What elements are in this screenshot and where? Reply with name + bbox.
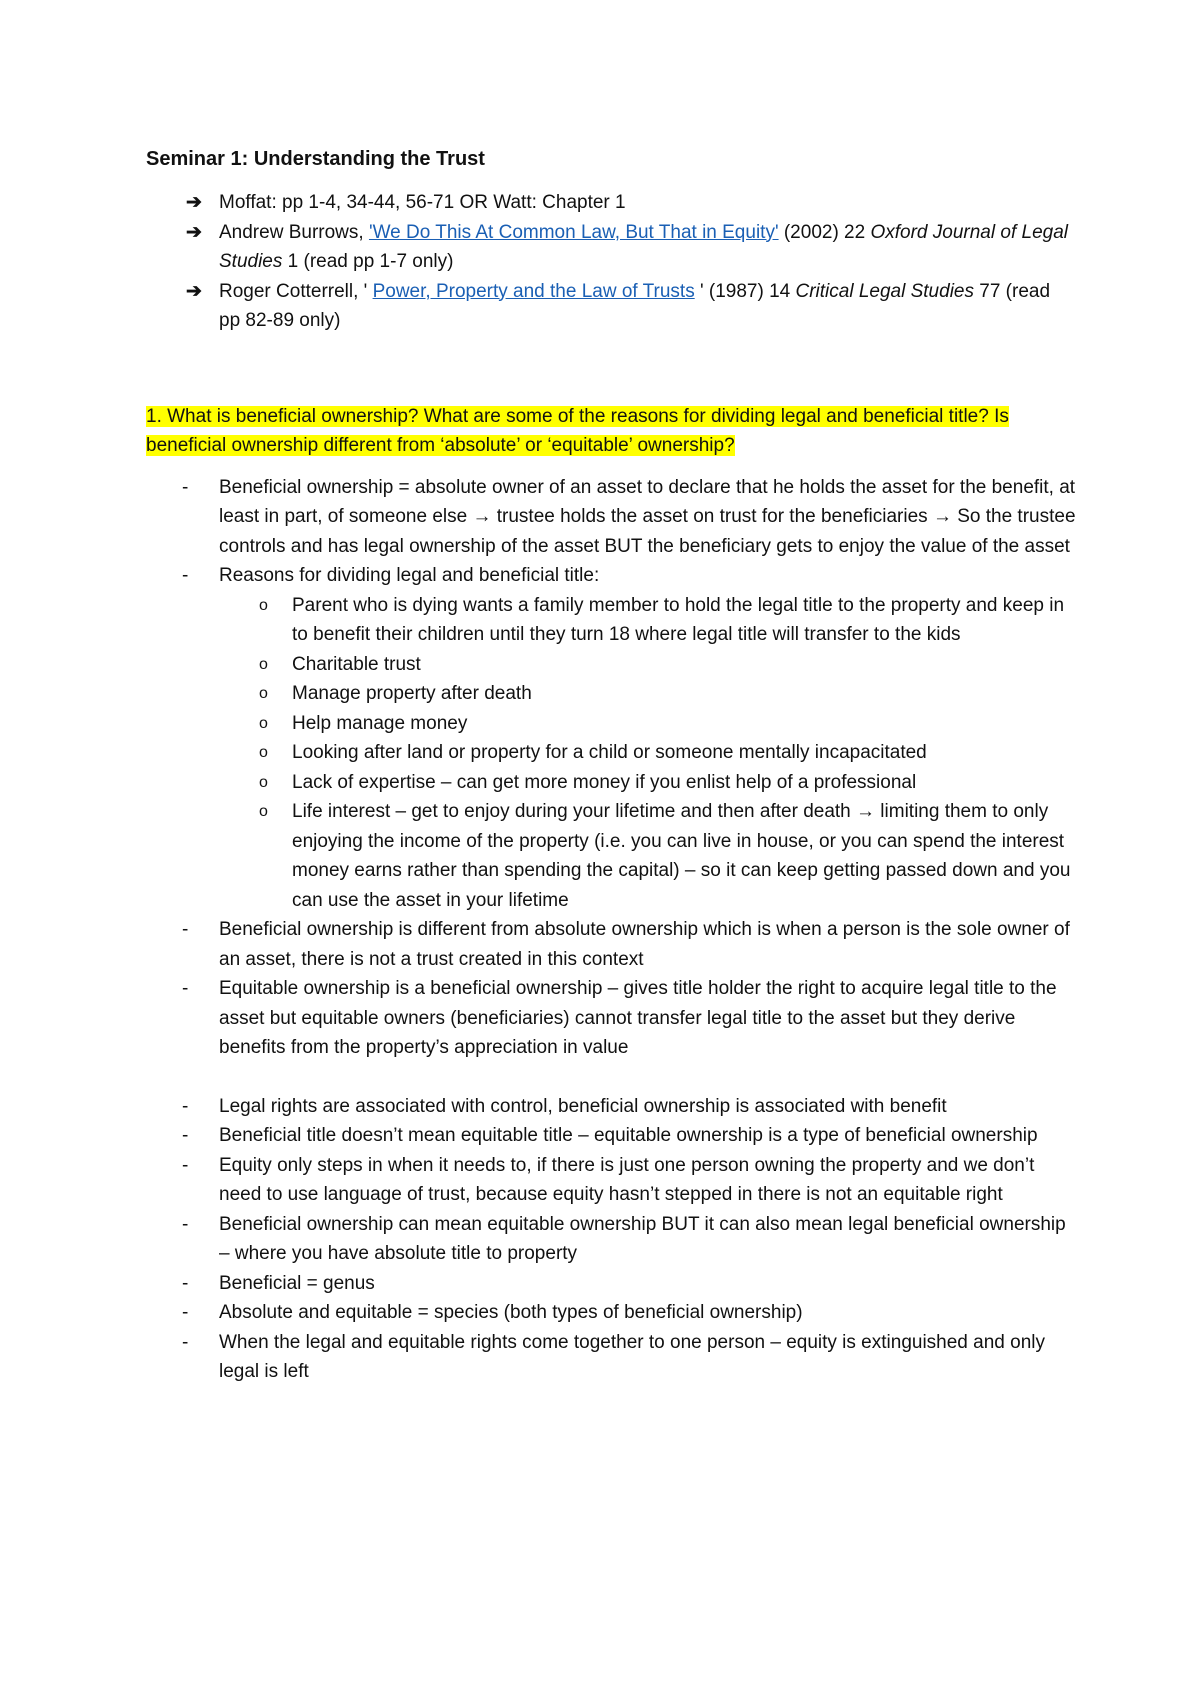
answer-list-continued: [146, 1092, 1076, 1387]
dash-marker: -: [182, 978, 189, 999]
circle-bullet-icon: o: [259, 685, 268, 702]
reading-item: ➔ Roger Cotterrell, ' Power, Property and the Law of Trusts ' (1987) 14 Critical Legal Studies 77 (read pp 82-89 only): [146, 277, 1076, 336]
reading-item: ➔ Andrew Burrows, 'We Do This At Common Law, But That in Equity' (2002) 22 Oxford Journal of Legal Studies 1 (read pp 1-7 only): [146, 218, 1076, 277]
list-item: - Reasons for dividing legal and beneficial title: o Parent who is dying wants a family member to hold the legal title to the property and keep in to benefit their children until they turn 18 where legal title will transfer to the kids o Charitable trust o Manage property after death o Help manage money o Looking after land or property for a child or someone mentally incapacitated o Lack of expertise – can get more money if you enlist help of a professional o Life interest – get to enjoy during your lifetime and then after death → limiting them to only enjoying the income of the property (i.e. you can live in house, or you can spend the interest money earns rather than spending the capital) – so it can keep getting passed down and you can use the asset in your lifetime: [146, 561, 1076, 915]
dash-marker: -: [182, 1213, 189, 1235]
circle-bullet-icon: o: [259, 803, 268, 820]
circle-bullet-icon: o: [259, 773, 268, 791]
dash-marker: -: [182, 1095, 189, 1117]
list-item: o Life interest – get to enjoy during your lifetime and then after death → limiting them to only enjoying the income of the property (i.e. you can live in house, or you can spend the interest money earns rather than spending the capital) – so it can keep getting passed down and you can use the asset in your lifetime: [219, 797, 1076, 915]
list-item: o Parent who is dying wants a family member to hold the legal title to the property and keep in to benefit their children until they turn 18 where legal title will transfer to the kids: [219, 591, 1076, 650]
list-item: o Charitable trust: [219, 650, 1076, 680]
reasons-list: [219, 591, 1076, 916]
list-item: o Lack of expertise – can get more money if you enlist help of a professional: [219, 768, 1076, 798]
dash-marker: -: [182, 476, 189, 498]
list-item: o Manage property after death: [219, 679, 1076, 709]
circle-bullet-icon: o: [259, 744, 268, 761]
list-item: - Beneficial ownership = absolute owner of an asset to declare that he holds the asset for the benefit, at least in part, of someone else → trustee holds the asset on trust for the beneficiaries → So the trustee controls and has legal ownership of the asset BUT the beneficiary gets to enjoy the value of the asset: [146, 473, 1076, 562]
circle-bullet-icon: o: [259, 714, 268, 732]
list-item: - Equitable ownership is a beneficial ownership – gives title holder the right to acquire legal title to the asset but equitable owners (beneficiaries) cannot transfer legal title to the asset but they derive benefits from the property’s appreciation in value: [146, 974, 1076, 1063]
list-item: - Beneficial title doesn’t mean equitable title – equitable ownership is a type of beneficial ownership: [146, 1121, 1076, 1151]
reading-item: ➔ Moffat: pp 1-4, 34-44, 56-71 OR Watt: Chapter 1: [146, 188, 1076, 218]
list-item: - Legal rights are associated with control, beneficial ownership is associated with benefit: [146, 1092, 1076, 1122]
reading-list: [146, 188, 1076, 336]
dash-marker: -: [182, 1125, 189, 1146]
list-item: o Looking after land or property for a child or someone mentally incapacitated: [219, 738, 1076, 768]
arrow-icon: ➔: [186, 192, 202, 213]
list-item: - When the legal and equitable rights come together to one person – equity is extinguished and only legal is left: [146, 1328, 1076, 1387]
seminar-title: Seminar 1: Understanding the Trust: [146, 148, 485, 170]
reading-link[interactable]: Power, Property and the Law of Trusts: [372, 280, 695, 302]
highlighted-question: 1. What is beneficial ownership? What are some of the reasons for dividing legal and beneficial title? Is beneficial ownership different from ‘absolute’ or ‘equitable’ ownership?: [146, 405, 1009, 456]
question-block: [146, 402, 1076, 461]
list-item: - Equity only steps in when it needs to, if there is just one person owning the property and we don’t need to use language of trust, because equity hasn’t stepped in there is not an equitable right: [146, 1151, 1076, 1210]
answer-list: [146, 473, 1076, 1063]
list-item: - Beneficial ownership is different from absolute ownership which is when a person is the sole owner of an asset, there is not a trust created in this context: [146, 915, 1076, 974]
circle-bullet-icon: o: [259, 655, 268, 673]
arrow-icon: ➔: [186, 221, 202, 243]
reading-link[interactable]: 'We Do This At Common Law, But That in Equity': [368, 221, 779, 243]
dash-marker: -: [182, 565, 189, 586]
dash-marker: -: [182, 919, 189, 940]
dash-marker: -: [182, 1331, 189, 1353]
list-item: o Help manage money: [219, 709, 1076, 739]
dash-marker: -: [182, 1302, 189, 1323]
list-item: - Absolute and equitable = species (both types of beneficial ownership): [146, 1298, 1076, 1328]
list-item: - Beneficial ownership can mean equitable ownership BUT it can also mean legal beneficial ownership – where you have absolute title to property: [146, 1210, 1076, 1269]
arrow-icon: ➔: [186, 280, 202, 302]
dash-marker: -: [182, 1154, 189, 1176]
circle-bullet-icon: o: [259, 596, 268, 614]
document-content: [146, 144, 1076, 1387]
list-item: - Beneficial = genus: [146, 1269, 1076, 1299]
dash-marker: -: [182, 1272, 189, 1294]
